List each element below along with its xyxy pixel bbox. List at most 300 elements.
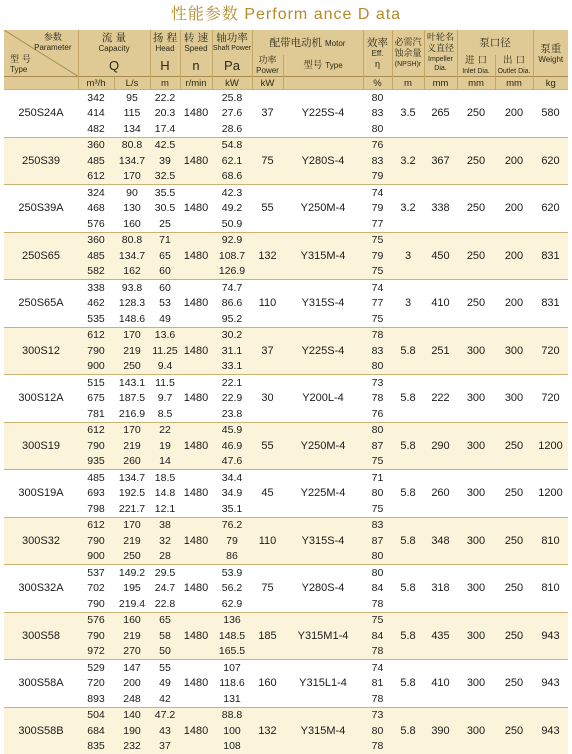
motor-power-cell: 55 [252,185,283,233]
motor-power-cell: 110 [252,517,283,565]
capacity-m3h-cell: 414 [78,106,114,122]
shaft-power-cell: 95.2 [212,311,252,327]
outlet-cell: 250 [495,707,533,754]
capacity-m3h-cell: 935 [78,454,114,470]
efficiency-cell: 75 [363,454,392,470]
capacity-ls-cell: 232 [114,739,150,754]
model-cell: 250S24A [4,90,78,138]
capacity-ls-cell: 95 [114,90,150,106]
shaft-power-cell: 22.9 [212,391,252,407]
capacity-m3h-cell: 675 [78,391,114,407]
speed-cell: 1480 [180,375,212,423]
outlet-cell: 300 [495,375,533,423]
efficiency-cell: 73 [363,707,392,723]
capacity-ls-cell: 170 [114,517,150,533]
inlet-cell: 250 [457,137,495,185]
capacity-ls-cell: 170 [114,169,150,185]
unit-cell: r/min [180,77,212,90]
units-row [4,77,568,90]
outlet-cell: 200 [495,90,533,138]
shaft-power-cell: 136 [212,612,252,628]
efficiency-cell: 75 [363,264,392,280]
shaft-power-cell: 54.8 [212,137,252,153]
shaft-power-cell: 46.9 [212,438,252,454]
capacity-header: 流 量 Capacity [78,30,150,55]
impeller-cell: 290 [424,422,457,470]
shaft-power-cell: 108.7 [212,248,252,264]
shaft-power-cell: 118.6 [212,676,252,692]
head-cell: 24.7 [150,581,180,597]
speed-cell: 1480 [180,612,212,660]
head-cell: 49 [150,676,180,692]
head-cell: 18.5 [150,470,180,486]
capacity-ls-cell: 248 [114,691,150,707]
npsh-header: 必需汽蚀余量 (NPSH)r [392,30,424,77]
capacity-m3h-cell: 482 [78,121,114,137]
shaft-power-cell: 45.9 [212,422,252,438]
capacity-m3h-cell: 576 [78,612,114,628]
table-row [4,90,568,106]
capacity-m3h-cell: 360 [78,232,114,248]
speed-cell: 1480 [180,232,212,280]
weight-header: 泵重 Weight [533,30,568,77]
shaft-power-cell: 49.2 [212,201,252,217]
head-cell: 9.4 [150,359,180,375]
efficiency-cell: 80 [363,359,392,375]
capacity-m3h-cell: 781 [78,406,114,422]
table-row [4,280,568,296]
model-cell: 300S32A [4,565,78,613]
motor-power-header: 功率 Power [252,55,283,77]
capacity-ls-cell: 147 [114,660,150,676]
efficiency-cell: 78 [363,391,392,407]
weight-cell: 620 [533,137,568,185]
inlet-cell: 300 [457,470,495,518]
efficiency-cell: 83 [363,106,392,122]
efficiency-cell: 80 [363,723,392,739]
head-cell: 13.6 [150,327,180,343]
inlet-cell: 300 [457,565,495,613]
head-cell: 25 [150,216,180,232]
capacity-ls-cell: 170 [114,422,150,438]
weight-cell: 943 [533,707,568,754]
impeller-cell: 348 [424,517,457,565]
capacity-ls-cell: 250 [114,359,150,375]
motor-type-cell: Y280S-4 [283,137,363,185]
efficiency-cell: 78 [363,691,392,707]
head-cell: 29.5 [150,565,180,581]
page-title: 性能参数 Perform ance D ata [0,2,572,28]
outlet-cell: 250 [495,517,533,565]
capacity-ls-cell: 219 [114,343,150,359]
efficiency-cell: 75 [363,501,392,517]
capacity-m3h-cell: 485 [78,248,114,264]
capacity-m3h-cell: 576 [78,216,114,232]
impeller-cell: 435 [424,612,457,660]
shaft-power-cell: 35.1 [212,501,252,517]
unit-cell: m [392,77,424,90]
impeller-cell: 338 [424,185,457,233]
table-row [4,375,568,391]
capacity-m3h-cell: 693 [78,486,114,502]
head-cell: 35.5 [150,185,180,201]
unit-cell: m³/h [78,77,114,90]
capacity-ls-cell: 130 [114,201,150,217]
efficiency-cell: 76 [363,137,392,153]
head-cell: 8.5 [150,406,180,422]
head-cell: 30.5 [150,201,180,217]
inlet-cell: 250 [457,280,495,328]
inlet-cell: 300 [457,707,495,754]
motor-type-cell: Y200L-4 [283,375,363,423]
capacity-ls-cell: 270 [114,644,150,660]
outlet-cell: 250 [495,612,533,660]
capacity-m3h-cell: 972 [78,644,114,660]
shaft-power-cell: 27.6 [212,106,252,122]
speed-cell: 1480 [180,660,212,708]
outlet-cell: 200 [495,137,533,185]
table-row [4,612,568,628]
speed-cell: 1480 [180,185,212,233]
shaft-power-cell: 86.6 [212,296,252,312]
table-row [4,660,568,676]
npsh-cell: 5.8 [392,565,424,613]
shaft-power-cell: 107 [212,660,252,676]
shaft-power-cell: 131 [212,691,252,707]
model-cell: 250S39 [4,137,78,185]
impeller-cell: 410 [424,280,457,328]
performance-table [4,30,568,754]
head-cell: 39 [150,153,180,169]
speed-cell: 1480 [180,707,212,754]
capacity-ls-cell: 80.8 [114,232,150,248]
efficiency-cell: 80 [363,422,392,438]
efficiency-cell: 78 [363,644,392,660]
impeller-header: 叶轮名义直径 Impeller Dia. [424,30,457,77]
shaft-power-cell: 34.9 [212,486,252,502]
efficiency-cell: 75 [363,311,392,327]
table-row [4,422,568,438]
shaft-power-cell: 79 [212,533,252,549]
outlet-cell: 250 [495,660,533,708]
motor-power-cell: 132 [252,232,283,280]
shaft-power-cell: 42.3 [212,185,252,201]
speed-cell: 1480 [180,565,212,613]
weight-cell: 810 [533,517,568,565]
units-cell-blank [4,77,78,90]
speed-cell: 1480 [180,327,212,375]
capacity-ls-cell: 134.7 [114,153,150,169]
capacity-m3h-cell: 529 [78,660,114,676]
speed-cell: 1480 [180,137,212,185]
shaft-power-cell: 74.7 [212,280,252,296]
npsh-cell: 5.8 [392,375,424,423]
table-row [4,565,568,581]
efficiency-cell: 80 [363,486,392,502]
capacity-m3h-cell: 537 [78,565,114,581]
impeller-cell: 450 [424,232,457,280]
outlet-header: 出 口 Outlet Dia. [495,55,533,77]
model-cell: 300S58 [4,612,78,660]
capacity-m3h-cell: 612 [78,169,114,185]
efficiency-cell: 71 [363,470,392,486]
head-cell: 20.3 [150,106,180,122]
weight-cell: 831 [533,232,568,280]
npsh-cell: 5.8 [392,327,424,375]
shaft-power-cell: 100 [212,723,252,739]
speed-symbol: n [180,55,212,77]
shaft-power-cell: 25.8 [212,90,252,106]
capacity-m3h-cell: 612 [78,517,114,533]
table-row [4,232,568,248]
capacity-ls-cell: 93.8 [114,280,150,296]
speed-header: 转 速 Speed [180,30,212,55]
outlet-cell: 200 [495,232,533,280]
efficiency-cell: 78 [363,327,392,343]
capacity-ls-cell: 170 [114,327,150,343]
head-cell: 47.2 [150,707,180,723]
efficiency-cell: 80 [363,121,392,137]
impeller-cell: 260 [424,470,457,518]
capacity-ls-cell: 250 [114,549,150,565]
motor-type-cell: Y315S-4 [283,517,363,565]
shaft-power-cell: 31.1 [212,343,252,359]
capacity-m3h-cell: 468 [78,201,114,217]
unit-cell: L/s [114,77,150,90]
motor-type-header: 型号 Type [283,55,363,77]
efficiency-cell: 76 [363,406,392,422]
shaft-power-cell: 86 [212,549,252,565]
weight-cell: 810 [533,565,568,613]
head-cell: 22 [150,422,180,438]
capacity-ls-cell: 160 [114,612,150,628]
capacity-ls-cell: 216.9 [114,406,150,422]
model-cell: 300S58A [4,660,78,708]
npsh-cell: 5.8 [392,660,424,708]
capacity-m3h-cell: 720 [78,676,114,692]
motor-header: 配带电动机 Motor [252,30,363,55]
efficiency-cell: 83 [363,517,392,533]
shaft-power-cell: 62.9 [212,596,252,612]
inlet-cell: 300 [457,327,495,375]
impeller-cell: 410 [424,660,457,708]
weight-cell: 1200 [533,470,568,518]
capacity-m3h-cell: 790 [78,628,114,644]
motor-power-cell: 132 [252,707,283,754]
capacity-ls-cell: 134.7 [114,248,150,264]
motor-type-cell: Y225S-4 [283,327,363,375]
head-cell: 22.2 [150,90,180,106]
motor-type-cell: Y280S-4 [283,565,363,613]
efficiency-cell: 79 [363,201,392,217]
model-cell: 300S19 [4,422,78,470]
motor-type-cell: Y250M-4 [283,185,363,233]
shaft-power-cell: 165.5 [212,644,252,660]
npsh-cell: 5.8 [392,612,424,660]
outlet-cell: 250 [495,565,533,613]
inlet-cell: 250 [457,232,495,280]
shaft-power-cell: 88.8 [212,707,252,723]
motor-power-cell: 37 [252,90,283,138]
capacity-m3h-cell: 835 [78,739,114,754]
head-cell: 11.5 [150,375,180,391]
motor-power-cell: 37 [252,327,283,375]
head-cell: 28 [150,549,180,565]
inlet-cell: 250 [457,185,495,233]
shaft-power-cell: 68.6 [212,169,252,185]
motor-type-cell: Y315M-4 [283,232,363,280]
shaft-power-cell: 50.9 [212,216,252,232]
head-cell: 19 [150,438,180,454]
efficiency-cell: 75 [363,232,392,248]
efficiency-cell: 77 [363,296,392,312]
unit-cell: kW [252,77,283,90]
head-header: 扬 程 Head [150,30,180,55]
efficiency-cell: 83 [363,343,392,359]
table-header [4,30,568,90]
npsh-cell: 5.8 [392,470,424,518]
capacity-m3h-cell: 338 [78,280,114,296]
capacity-m3h-cell: 535 [78,311,114,327]
motor-type-cell: Y315M-4 [283,707,363,754]
head-cell: 42.5 [150,137,180,153]
shaft-power-cell: 76.2 [212,517,252,533]
motor-type-cell: Y250M-4 [283,422,363,470]
outlet-cell: 300 [495,327,533,375]
head-cell: 65 [150,612,180,628]
shaft-power-cell: 148.5 [212,628,252,644]
capacity-ls-cell: 187.5 [114,391,150,407]
capacity-m3h-cell: 790 [78,343,114,359]
efficiency-cell: 73 [363,375,392,391]
type-parameter-header: 参数 Parameter 型 号 Type [4,30,78,77]
head-cell: 50 [150,644,180,660]
model-cell: 250S39A [4,185,78,233]
shaft-power-cell: 56.2 [212,581,252,597]
impeller-cell: 222 [424,375,457,423]
outlet-cell: 200 [495,185,533,233]
shaft-power-cell: 23.8 [212,406,252,422]
head-cell: 14 [150,454,180,470]
capacity-ls-cell: 192.5 [114,486,150,502]
unit-cell: mm [495,77,533,90]
table-body [4,90,568,754]
impeller-cell: 251 [424,327,457,375]
outlet-cell: 250 [495,422,533,470]
capacity-m3h-cell: 893 [78,691,114,707]
motor-type-cell: Y315M1-4 [283,612,363,660]
capacity-ls-cell: 260 [114,454,150,470]
npsh-cell: 3.2 [392,137,424,185]
head-cell: 42 [150,691,180,707]
motor-type-cell: Y225S-4 [283,90,363,138]
head-cell: 11.25 [150,343,180,359]
shaft-power-cell: 33.1 [212,359,252,375]
capacity-ls-cell: 221.7 [114,501,150,517]
speed-cell: 1480 [180,470,212,518]
motor-power-cell: 75 [252,137,283,185]
capacity-ls-cell: 219 [114,438,150,454]
capacity-m3h-cell: 515 [78,375,114,391]
shaft-power-cell: 53.9 [212,565,252,581]
inlet-header: 进 口 Inlet Dia. [457,55,495,77]
capacity-m3h-cell: 790 [78,596,114,612]
capacity-m3h-cell: 485 [78,153,114,169]
capacity-m3h-cell: 324 [78,185,114,201]
shaft-power-cell: 126.9 [212,264,252,280]
unit-cell: kg [533,77,568,90]
head-cell: 32 [150,533,180,549]
capacity-ls-cell: 219 [114,533,150,549]
speed-cell: 1480 [180,280,212,328]
capacity-ls-cell: 219.4 [114,596,150,612]
motor-type-cell: Y315S-4 [283,280,363,328]
head-cell: 43 [150,723,180,739]
outlet-cell: 250 [495,470,533,518]
capacity-m3h-cell: 582 [78,264,114,280]
head-cell: 12.1 [150,501,180,517]
inlet-cell: 300 [457,612,495,660]
motor-power-cell: 45 [252,470,283,518]
capacity-ls-cell: 195 [114,581,150,597]
capacity-m3h-cell: 900 [78,359,114,375]
head-cell: 60 [150,280,180,296]
impeller-cell: 367 [424,137,457,185]
model-cell: 300S32 [4,517,78,565]
bore-header: 泵口径 [457,30,533,55]
speed-cell: 1480 [180,517,212,565]
capacity-ls-cell: 149.2 [114,565,150,581]
table-row [4,137,568,153]
shaft-power-cell: 92.9 [212,232,252,248]
capacity-ls-cell: 134 [114,121,150,137]
weight-cell: 720 [533,375,568,423]
head-cell: 53 [150,296,180,312]
shaft-power-cell: 22.1 [212,375,252,391]
model-cell: 300S58B [4,707,78,754]
table-row [4,185,568,201]
efficiency-cell: 87 [363,438,392,454]
capacity-ls-cell: 115 [114,106,150,122]
capacity-m3h-cell: 485 [78,470,114,486]
efficiency-cell: 87 [363,533,392,549]
motor-power-cell: 160 [252,660,283,708]
efficiency-cell: 84 [363,581,392,597]
shaft-power-symbol: Pa [212,55,252,77]
model-cell: 300S12A [4,375,78,423]
weight-cell: 1200 [533,422,568,470]
capacity-ls-cell: 162 [114,264,150,280]
npsh-cell: 5.8 [392,517,424,565]
shaft-power-cell: 108 [212,739,252,754]
impeller-cell: 265 [424,90,457,138]
impeller-cell: 390 [424,707,457,754]
motor-power-cell: 30 [252,375,283,423]
efficiency-cell: 77 [363,216,392,232]
head-cell: 14.8 [150,486,180,502]
head-cell: 32.5 [150,169,180,185]
shaft-power-cell: 62.1 [212,153,252,169]
capacity-ls-cell: 143.1 [114,375,150,391]
motor-power-cell: 185 [252,612,283,660]
unit-cell: % [363,77,392,90]
capacity-m3h-cell: 462 [78,296,114,312]
head-cell: 38 [150,517,180,533]
head-cell: 65 [150,248,180,264]
capacity-m3h-cell: 798 [78,501,114,517]
capacity-m3h-cell: 790 [78,533,114,549]
efficiency-cell: 78 [363,739,392,754]
